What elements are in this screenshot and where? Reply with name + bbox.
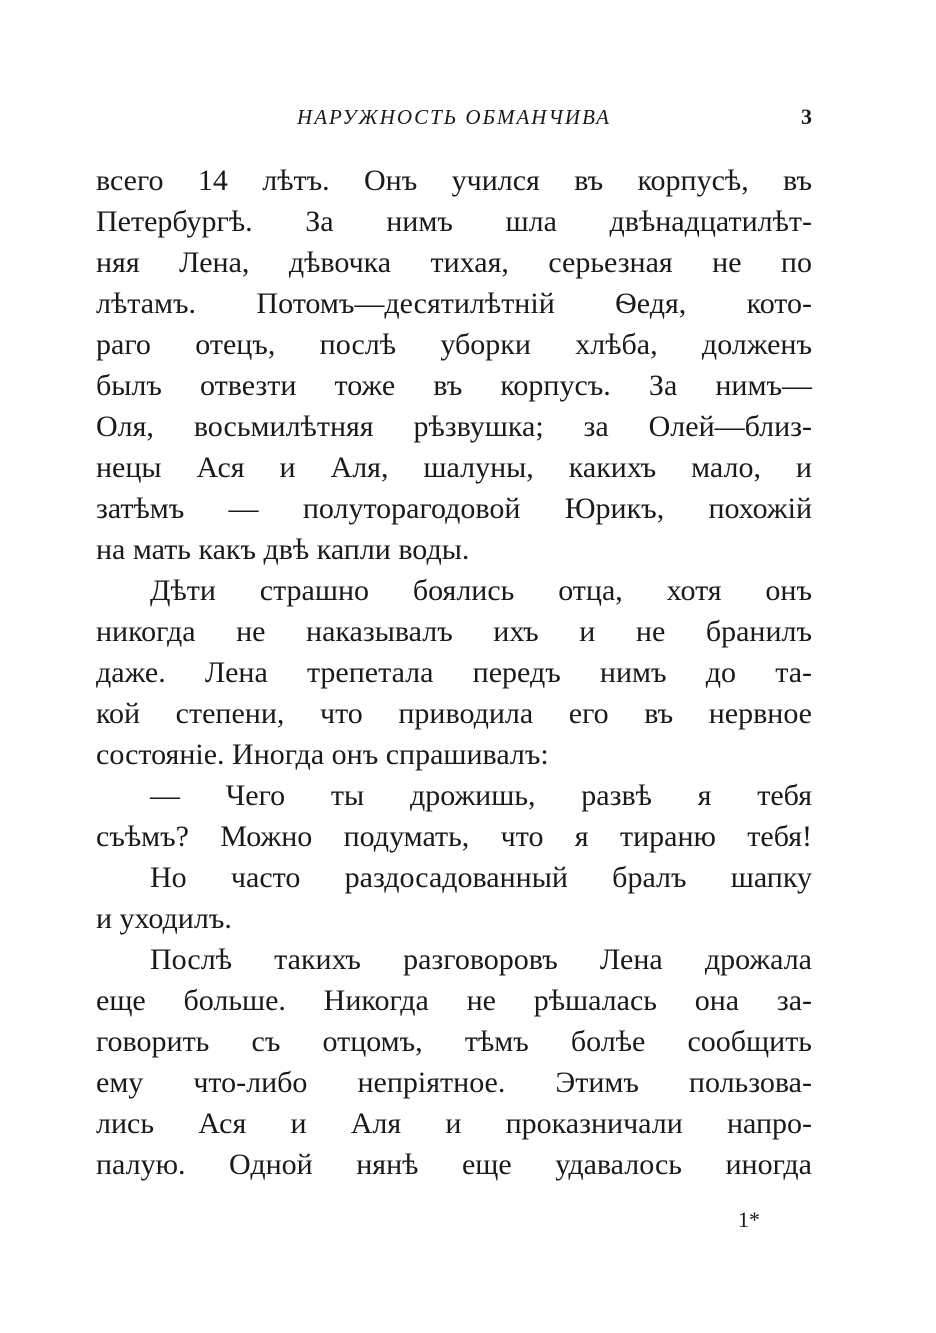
- page-number: 3: [801, 104, 812, 129]
- text-line: состояніе. Иногда онъ спрашивалъ:: [96, 738, 549, 771]
- text-line: нецы Ася и Аля, шалуны, какихъ мало, и: [96, 451, 812, 484]
- signature-mark: 1*: [738, 1207, 760, 1232]
- text-line: затѣмъ — полуторагодовой Юрикъ, похожій: [96, 492, 812, 525]
- text-line: Оля, восьмилѣтняя рѣзвушка; за Олей—близ-: [96, 410, 812, 443]
- text-line: говорить съ отцомъ, тѣмъ болѣе сообщить: [96, 1025, 812, 1058]
- text-line: и уходилъ.: [96, 902, 232, 935]
- text-line: никогда не наказывалъ ихъ и не бранилъ: [96, 615, 812, 648]
- running-title: НАРУЖНОСТЬ ОБМАНЧИВА: [297, 105, 611, 129]
- running-header: [96, 100, 812, 134]
- text-line: даже. Лена трепетала передъ нимъ до та-: [96, 656, 812, 689]
- text-line: Но часто раздосадованный бралъ шапку: [150, 861, 812, 894]
- text-line: лѣтамъ. Потомъ—десятилѣтній Ѳедя, кото-: [96, 287, 812, 320]
- text-line: кой степени, что приводила его въ нервное: [96, 697, 812, 730]
- text-line: раго отецъ, послѣ уборки хлѣба, долженъ: [96, 328, 812, 361]
- text-line: всего 14 лѣтъ. Онъ учился въ корпусѣ, въ: [96, 164, 812, 197]
- text-line: былъ отвезти тоже въ корпусъ. За нимъ—: [96, 369, 812, 402]
- text-line: лись Ася и Аля и проказничали напро-: [96, 1107, 812, 1140]
- text-line: Послѣ такихъ разговоровъ Лена дрожала: [150, 943, 812, 976]
- text-line: няя Лена, дѣвочка тихая, серьезная не по: [96, 246, 812, 279]
- text-line: Дѣти страшно боялись отца, хотя онъ: [150, 574, 812, 607]
- text-line: Петербургѣ. За нимъ шла двѣнадцатилѣт-: [96, 205, 812, 238]
- text-line: — Чего ты дрожишь, развѣ я тебя: [150, 779, 812, 812]
- text-line: съѣмъ? Можно подумать, что я тираню тебя!: [96, 820, 812, 853]
- body-text: [96, 160, 812, 1185]
- text-line: палую. Одной нянѣ еще удавалось иногда: [96, 1148, 812, 1181]
- text-line: ему что-либо непріятное. Этимъ пользова-: [96, 1066, 812, 1099]
- text-line: еще больше. Никогда не рѣшалась она за-: [96, 984, 812, 1017]
- text-line: на мать какъ двѣ капли воды.: [96, 533, 470, 566]
